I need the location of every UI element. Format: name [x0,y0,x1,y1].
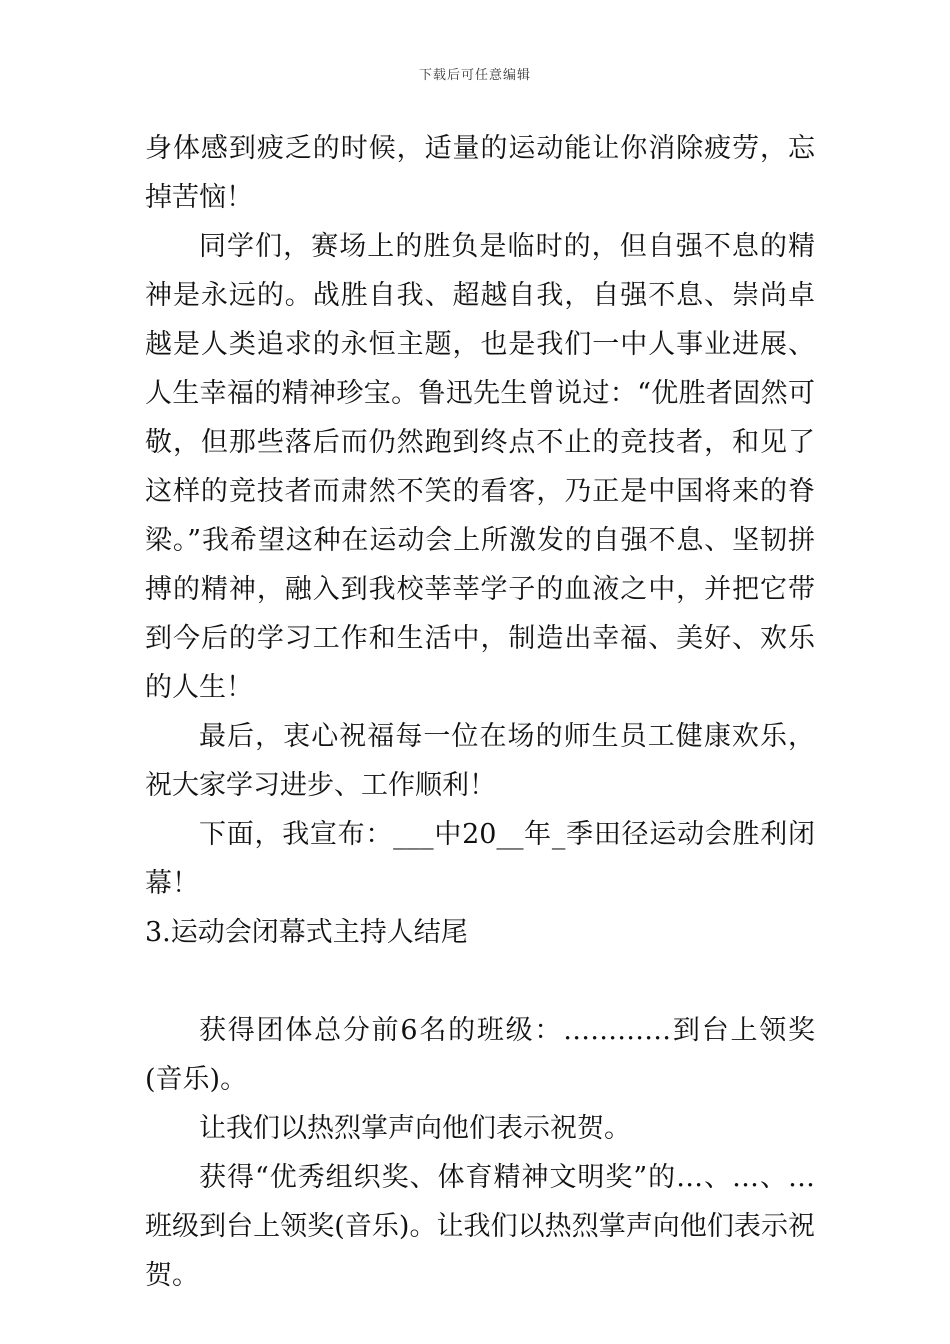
blank-line [145,957,815,1006]
paragraph-4: 下面，我宣布：___中20__年_季田径运动会胜利闭幕！ [145,819,815,899]
paragraph-3: 最后，衷心祝福每一位在场的师生员工健康欢乐，祝大家学习进步、工作顺利！ [145,721,815,801]
paragraph-2: 同学们，赛场上的胜负是临时的，但自强不息的精神是永远的。战胜自我、超越自我，自强不息、崇尚卓越是人类追求的永恒主题，也是我们一中人事业进展、人生幸福的精神珍宝。鲁迅先生曾说过：“优胜者固然可敬，但那些落后而仍然跑到终点不止的竞技者，和见了这样的竞技者而肃然不笑的看客，乃正是中国将来的脊梁。”我希望这种在运动会上所激发的自强不息、坚韧拼搏的精神，融入到我校莘莘学子的血液之中，并把它带到今后的学习工作和生活中，制造出幸福、美好、欢乐的人生！ [145,231,815,703]
section-heading: 3.运动会闭幕式主持人结尾 [145,917,468,948]
paragraph-1: 身体感到疲乏的时候，适量的运动能让你消除疲劳，忘掉苦恼！ [145,133,815,213]
document-body [145,124,815,1300]
section-paragraph-2: 让我们以热烈掌声向他们表示祝贺。 [199,1113,631,1144]
section-paragraph-1: 获得团体总分前6名的班级：…………到台上领奖(音乐)。 [145,1015,815,1095]
page-header: 下载后可任意编辑 [418,68,531,83]
section-paragraph-3: 获得“优秀组织奖、体育精神文明奖”的…、…、…班级到台上领奖(音乐)。让我们以热烈掌声向他们表示祝贺。 [145,1162,815,1291]
